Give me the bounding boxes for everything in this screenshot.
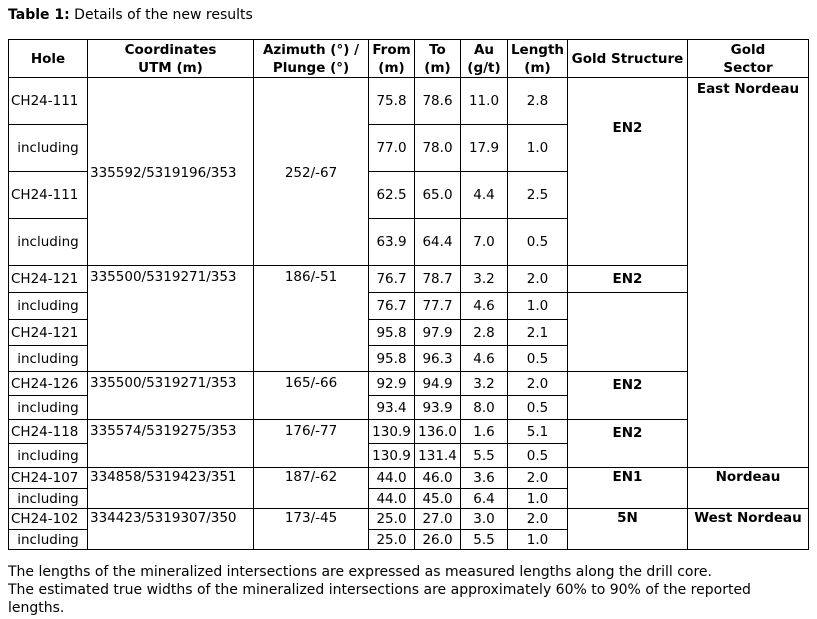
table-row: [9, 468, 809, 489]
from-cell: 130.9: [369, 444, 415, 468]
hole-cell: including: [9, 219, 88, 266]
header-to: To (m): [415, 40, 461, 78]
from-cell: 130.9: [369, 420, 415, 444]
hole-cell: including: [9, 346, 88, 372]
caption-text: Details of the new results: [69, 7, 253, 23]
coordinates-cell: 335500/5319271/353: [88, 266, 254, 372]
coordinates-cell: 335592/5319196/353: [88, 78, 254, 266]
au-cell: 8.0: [461, 396, 508, 420]
length-cell: 1.0: [508, 125, 568, 172]
header-row: [9, 40, 809, 78]
to-cell: 131.4: [415, 444, 461, 468]
from-cell: 25.0: [369, 530, 415, 550]
note-line: The lengths of the mineralized intersections are expressed as measured lengths along the drill core.: [8, 564, 712, 580]
from-cell: 62.5: [369, 172, 415, 219]
azimuth-cell: 176/-77: [254, 420, 369, 468]
au-cell: 3.2: [461, 372, 508, 396]
header-au: Au (g/t): [461, 40, 508, 78]
length-cell: 1.0: [508, 489, 568, 509]
to-cell: 78.7: [415, 266, 461, 293]
header-length: Length (m): [508, 40, 568, 78]
au-cell: 4.6: [461, 293, 508, 320]
hole-cell: CH24-111: [9, 78, 88, 125]
table-row: [9, 509, 809, 530]
length-cell: 0.5: [508, 346, 568, 372]
au-cell: 11.0: [461, 78, 508, 125]
sector-cell: West Nordeau: [688, 509, 809, 550]
to-cell: 27.0: [415, 509, 461, 530]
au-cell: 4.4: [461, 172, 508, 219]
sector-cell: East Nordeau: [688, 78, 809, 468]
hole-cell: including: [9, 444, 88, 468]
table-row: [9, 78, 809, 125]
coordinates-cell: 334423/5319307/350: [88, 509, 254, 550]
hole-cell: CH24-102: [9, 509, 88, 530]
length-cell: 2.0: [508, 468, 568, 489]
au-cell: 3.2: [461, 266, 508, 293]
length-cell: 2.8: [508, 78, 568, 125]
header-structure: Gold Structure: [568, 40, 688, 78]
to-cell: 97.9: [415, 320, 461, 346]
au-cell: 5.5: [461, 530, 508, 550]
structure-cell: EN2: [568, 78, 688, 266]
table-caption: [8, 7, 253, 23]
au-cell: 1.6: [461, 420, 508, 444]
azimuth-cell: 165/-66: [254, 372, 369, 420]
coordinates-cell: 334858/5319423/351: [88, 468, 254, 509]
au-cell: 3.6: [461, 468, 508, 489]
to-cell: 78.6: [415, 78, 461, 125]
length-cell: 0.5: [508, 396, 568, 420]
au-cell: 5.5: [461, 444, 508, 468]
to-cell: 136.0: [415, 420, 461, 444]
length-cell: 2.0: [508, 266, 568, 293]
to-cell: 45.0: [415, 489, 461, 509]
from-cell: 76.7: [369, 293, 415, 320]
header-from: From (m): [369, 40, 415, 78]
to-cell: 77.7: [415, 293, 461, 320]
length-cell: 1.0: [508, 530, 568, 550]
length-cell: 1.0: [508, 293, 568, 320]
from-cell: 75.8: [369, 78, 415, 125]
note-line: The estimated true widths of the mineralized intersections are approximately 60% to 90% of the reported lengths.: [8, 582, 751, 616]
length-cell: 2.0: [508, 372, 568, 396]
length-cell: 2.0: [508, 509, 568, 530]
coordinates-cell: 335500/5319271/353: [88, 372, 254, 420]
from-cell: 25.0: [369, 509, 415, 530]
length-cell: 2.1: [508, 320, 568, 346]
to-cell: 65.0: [415, 172, 461, 219]
hole-cell: CH24-121: [9, 266, 88, 293]
azimuth-cell: 186/-51: [254, 266, 369, 372]
length-cell: 2.5: [508, 172, 568, 219]
length-cell: 0.5: [508, 444, 568, 468]
hole-cell: CH24-121: [9, 320, 88, 346]
header-coordinates: Coordinates UTM (m): [88, 40, 254, 78]
to-cell: 94.9: [415, 372, 461, 396]
from-cell: 63.9: [369, 219, 415, 266]
hole-cell: CH24-111: [9, 172, 88, 219]
table-notes: [8, 563, 808, 617]
from-cell: 92.9: [369, 372, 415, 396]
header-sector: Gold Sector: [688, 40, 809, 78]
azimuth-cell: 173/-45: [254, 509, 369, 550]
hole-cell: including: [9, 293, 88, 320]
length-cell: 5.1: [508, 420, 568, 444]
structure-cell: EN1: [568, 468, 688, 509]
structure-cell: EN2: [568, 266, 688, 293]
to-cell: 64.4: [415, 219, 461, 266]
sector-cell: Nordeau: [688, 468, 809, 509]
hole-cell: including: [9, 489, 88, 509]
azimuth-cell: 252/-67: [254, 78, 369, 266]
structure-empty-cell: [568, 293, 688, 372]
results-table: [8, 39, 809, 550]
hole-cell: CH24-118: [9, 420, 88, 444]
au-cell: 7.0: [461, 219, 508, 266]
hole-cell: including: [9, 396, 88, 420]
from-cell: 44.0: [369, 468, 415, 489]
coordinates-cell: 335574/5319275/353: [88, 420, 254, 468]
from-cell: 44.0: [369, 489, 415, 509]
au-cell: 4.6: [461, 346, 508, 372]
azimuth-cell: 187/-62: [254, 468, 369, 509]
header-azimuth: Azimuth (°) / Plunge (°): [254, 40, 369, 78]
to-cell: 46.0: [415, 468, 461, 489]
header-hole: Hole: [9, 40, 88, 78]
hole-cell: including: [9, 530, 88, 550]
length-cell: 0.5: [508, 219, 568, 266]
structure-cell: EN2: [568, 420, 688, 468]
from-cell: 77.0: [369, 125, 415, 172]
au-cell: 17.9: [461, 125, 508, 172]
hole-cell: CH24-107: [9, 468, 88, 489]
structure-cell: EN2: [568, 372, 688, 420]
from-cell: 95.8: [369, 320, 415, 346]
to-cell: 96.3: [415, 346, 461, 372]
au-cell: 6.4: [461, 489, 508, 509]
structure-cell: 5N: [568, 509, 688, 550]
to-cell: 78.0: [415, 125, 461, 172]
hole-cell: CH24-126: [9, 372, 88, 396]
from-cell: 95.8: [369, 346, 415, 372]
from-cell: 93.4: [369, 396, 415, 420]
to-cell: 26.0: [415, 530, 461, 550]
au-cell: 3.0: [461, 509, 508, 530]
from-cell: 76.7: [369, 266, 415, 293]
caption-label: Table 1:: [8, 7, 70, 23]
to-cell: 93.9: [415, 396, 461, 420]
hole-cell: including: [9, 125, 88, 172]
au-cell: 2.8: [461, 320, 508, 346]
